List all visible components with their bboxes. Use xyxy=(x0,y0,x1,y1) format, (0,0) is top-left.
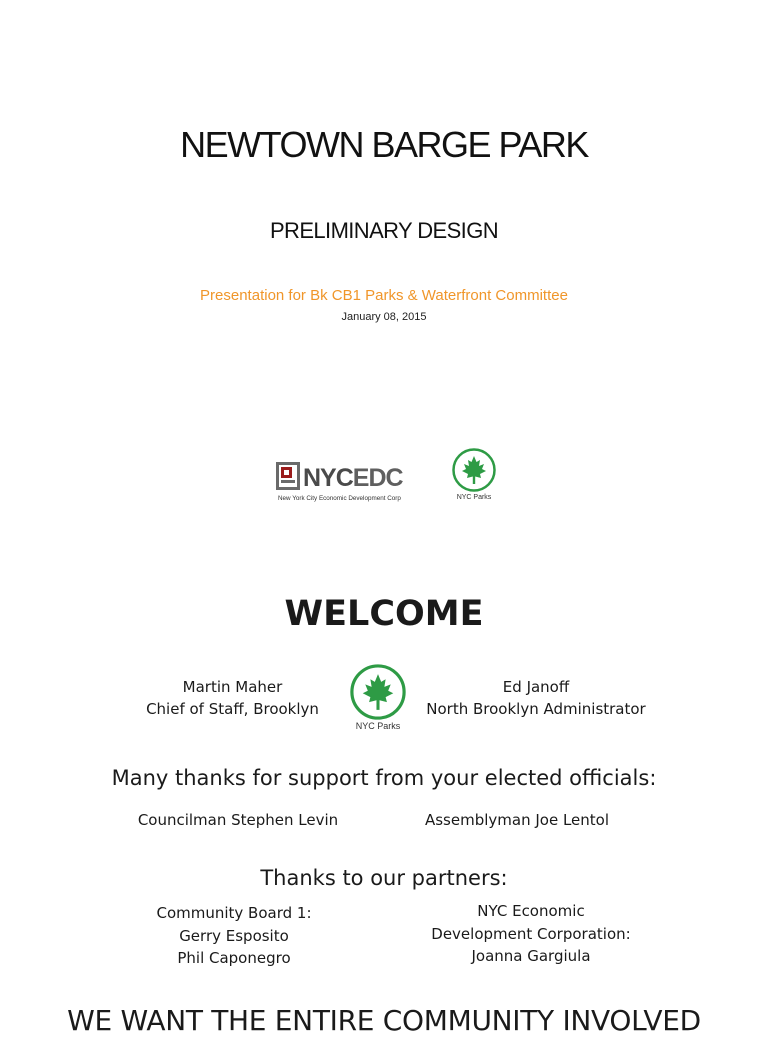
maple-leaf-icon xyxy=(350,664,406,720)
official-left: Councilman Stephen Levin xyxy=(137,811,339,829)
nyc-parks-caption-large: NYC Parks xyxy=(355,721,401,731)
partner-left-line: Community Board 1: xyxy=(156,904,312,922)
partner-right-line: Development Corporation: xyxy=(431,924,631,943)
nycedc-word-edc: EDC xyxy=(352,464,403,492)
nycedc-wordmark xyxy=(303,463,403,493)
partner-left xyxy=(118,902,350,970)
nyc-parks-logo xyxy=(449,448,499,506)
partner-right-line: Joanna Gargiula xyxy=(471,947,591,965)
official-right: Assemblyman Joe Lentol xyxy=(424,811,610,829)
partner-left-line: Gerry Esposito xyxy=(179,926,289,945)
partner-right xyxy=(408,900,654,968)
bottom-banner: WE WANT THE ENTIRE COMMUNITY INVOLVED xyxy=(67,1004,701,1037)
officials-heading: Many thanks for support from your elected officials: xyxy=(111,766,657,790)
partners-heading: Thanks to our partners: xyxy=(260,866,508,890)
right-person xyxy=(412,676,660,720)
nycedc-logo xyxy=(276,462,426,506)
right-person-role: North Brooklyn Administrator xyxy=(426,700,646,718)
left-person xyxy=(120,676,345,720)
page-title: NEWTOWN BARGE PARK xyxy=(180,124,588,165)
nycedc-mark-icon xyxy=(276,462,300,490)
presentation-line: Presentation for Bk CB1 Parks & Waterfront Committee xyxy=(200,287,568,304)
partner-left-line: Phil Caponegro xyxy=(177,949,291,967)
page-subtitle: PRELIMINARY DESIGN xyxy=(269,218,498,243)
welcome-heading: WELCOME xyxy=(284,594,484,634)
presentation-date: January 08, 2015 xyxy=(341,311,427,323)
left-person-role: Chief of Staff, Brooklyn xyxy=(146,700,319,718)
partner-right-line: NYC Economic xyxy=(477,902,585,920)
left-person-name: Martin Maher xyxy=(182,678,283,696)
nycedc-word-nyc: NYC xyxy=(303,464,353,492)
nycedc-tagline: New York City Economic Development Corp xyxy=(278,495,401,502)
right-person-name: Ed Janoff xyxy=(502,678,570,696)
maple-leaf-icon xyxy=(452,448,496,492)
nyc-parks-logo-large xyxy=(348,664,408,736)
nyc-parks-caption: NYC Parks xyxy=(456,494,492,501)
